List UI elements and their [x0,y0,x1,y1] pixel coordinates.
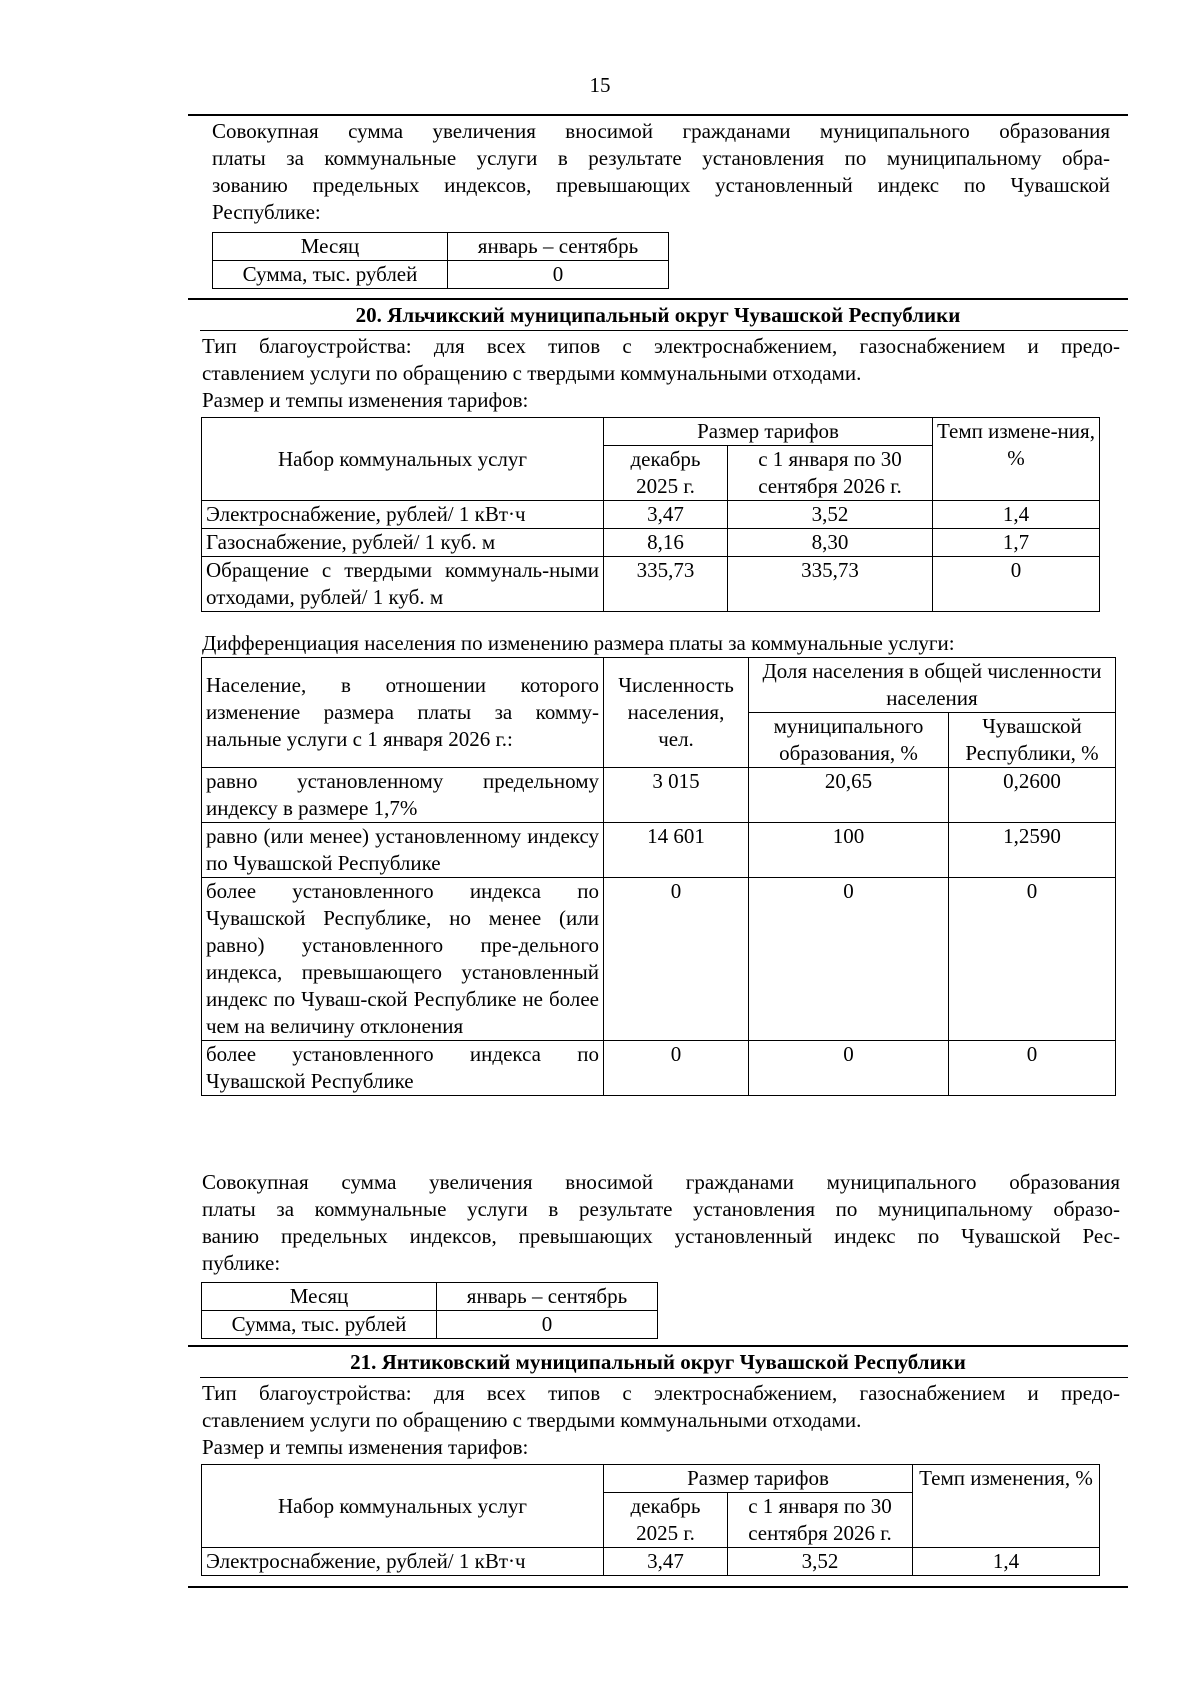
page-number: 15 [589,73,611,97]
section-20-total-text [202,1169,1120,1277]
section-20-tariff-table [201,417,1100,612]
jan-value: 8,30 [728,529,933,557]
table-row [202,878,1116,1041]
jan-value: 3,52 [728,501,933,529]
section-21-title: 21. Янтиковский муниципальный округ Чувашской Республики [350,1350,966,1374]
rate-value: 1,4 [913,1548,1100,1576]
month-label: Месяц [202,1283,437,1311]
top-total-text [212,118,1110,226]
rate-header: Темп измене-ния, % [933,418,1100,501]
rates-caption: Размер и темпы изменения тарифов: [202,1435,529,1459]
section-20-diff-table [201,657,1116,1096]
section-21-type [202,1380,1120,1461]
text-line: ванию предельных индексов, превышающих установленный индекс по Чувашской Рес- [202,1224,1120,1248]
services-header: Набор коммунальных услуг [202,1465,604,1548]
services-header: Набор коммунальных услуг [202,418,604,501]
rate-header: Темп изменения, % [913,1465,1100,1548]
section-21-tariff-table [201,1464,1100,1576]
period: январь – сентябрь [448,233,669,261]
text-line: Республике: [212,200,321,224]
rates-caption: Размер и темпы изменения тарифов: [202,388,529,412]
municipal-value: 0 [749,1041,949,1096]
month-label: Месяц [213,233,448,261]
table-row [202,823,1116,878]
dec-value: 8,16 [604,529,728,557]
sum-label: Сумма, тыс. рублей [213,261,448,289]
text-line: публике: [202,1251,281,1275]
text-line: платы за коммунальные услуги в результате установления по муниципальному образо- [202,1197,1120,1221]
population-label: равно (или менее) установленному индексу по Чувашской Республике [202,823,604,878]
municipal-value: 100 [749,823,949,878]
sum-label: Сумма, тыс. рублей [202,1311,437,1339]
top-sum-table [212,232,669,289]
municipal-header: муниципального образования, % [749,713,949,768]
population-header: Население, в отношении которого изменение размера платы за комму-нальные услуги с 1 января 2026 г.: [202,658,604,768]
table-row [202,557,1100,612]
jan-header: с 1 января по 30 сентября 2026 г. [728,1493,913,1548]
table-row [202,501,1100,529]
municipal-value: 0 [749,878,949,1041]
dec-header: декабрь 2025 г. [604,446,728,501]
top-rule [188,114,1128,116]
rate-value: 0 [933,557,1100,612]
dec-value: 3,47 [604,1548,728,1576]
section-rule [200,330,1128,331]
tariff-size-header: Размер тарифов [604,418,933,446]
sum-value: 0 [448,261,669,289]
bottom-rule [188,1586,1128,1588]
section-rule [200,1377,1128,1378]
table-row [202,768,1116,823]
republic-value: 0 [949,1041,1116,1096]
dec-value: 335,73 [604,557,728,612]
population-label: равно установленному предельному индексу в размере 1,7% [202,768,604,823]
jan-value: 335,73 [728,557,933,612]
count-value: 14 601 [604,823,749,878]
text-line: ставлением услуги по обращению с твердыми коммунальными отходами. [202,1408,862,1432]
table-row [202,1548,1100,1576]
text-line: зованию предельных индексов, превышающих установленный индекс по Чувашской [212,173,1110,197]
count-header: Численность населения, чел. [604,658,749,768]
rate-value: 1,7 [933,529,1100,557]
count-value: 0 [604,878,749,1041]
section-20-type [202,333,1120,414]
count-value: 0 [604,1041,749,1096]
rate-value: 1,4 [933,501,1100,529]
jan-value: 3,52 [728,1548,913,1576]
service-name: Электроснабжение, рублей/ 1 кВт·ч [202,501,604,529]
population-label: более установленного индекса по Чувашской Республике, но менее (или равно) установленного пре-дельного индекса, превышающего установленный индекс по Чуваш-ской Республике не более чем на величину отклонения [202,878,604,1041]
dec-value: 3,47 [604,501,728,529]
section-rule [188,1345,1128,1347]
text-line: Совокупная сумма увеличения вносимой гражданами муниципального образования [212,119,1110,143]
service-name: Электроснабжение, рублей/ 1 кВт·ч [202,1548,604,1576]
table-row [202,529,1100,557]
republic-value: 0 [949,878,1116,1041]
share-header: Доля населения в общей численности населения [749,658,1116,713]
republic-header: Чувашской Республики, % [949,713,1116,768]
text-line: Совокупная сумма увеличения вносимой гражданами муниципального образования [202,1170,1120,1194]
table-row [202,1041,1116,1096]
count-value: 3 015 [604,768,749,823]
population-label: более установленного индекса по Чувашской Республике [202,1041,604,1096]
section-20-sum-table [201,1282,658,1339]
service-name: Газоснабжение, рублей/ 1 куб. м [202,529,604,557]
section-rule [188,298,1128,300]
dec-header: декабрь 2025 г. [604,1493,728,1548]
text-line: платы за коммунальные услуги в результате установления по муниципальному обра- [212,146,1110,170]
text-line: Тип благоустройства: для всех типов с электроснабжением, газоснабжением и предо- [202,1381,1120,1405]
period: январь – сентябрь [437,1283,658,1311]
republic-value: 1,2590 [949,823,1116,878]
tariff-size-header: Размер тарифов [604,1465,913,1493]
service-name: Обращение с твердыми коммуналь-ными отходами, рублей/ 1 куб. м [202,557,604,612]
section-20-title: 20. Яльчикский муниципальный округ Чувашской Республики [355,303,961,327]
diff-caption: Дифференциация населения по изменению размера платы за коммунальные услуги: [202,631,955,655]
text-line: ставлением услуги по обращению с твердыми коммунальными отходами. [202,361,862,385]
republic-value: 0,2600 [949,768,1116,823]
municipal-value: 20,65 [749,768,949,823]
sum-value: 0 [437,1311,658,1339]
text-line: Тип благоустройства: для всех типов с электроснабжением, газоснабжением и предо- [202,334,1120,358]
jan-header: с 1 января по 30 сентября 2026 г. [728,446,933,501]
